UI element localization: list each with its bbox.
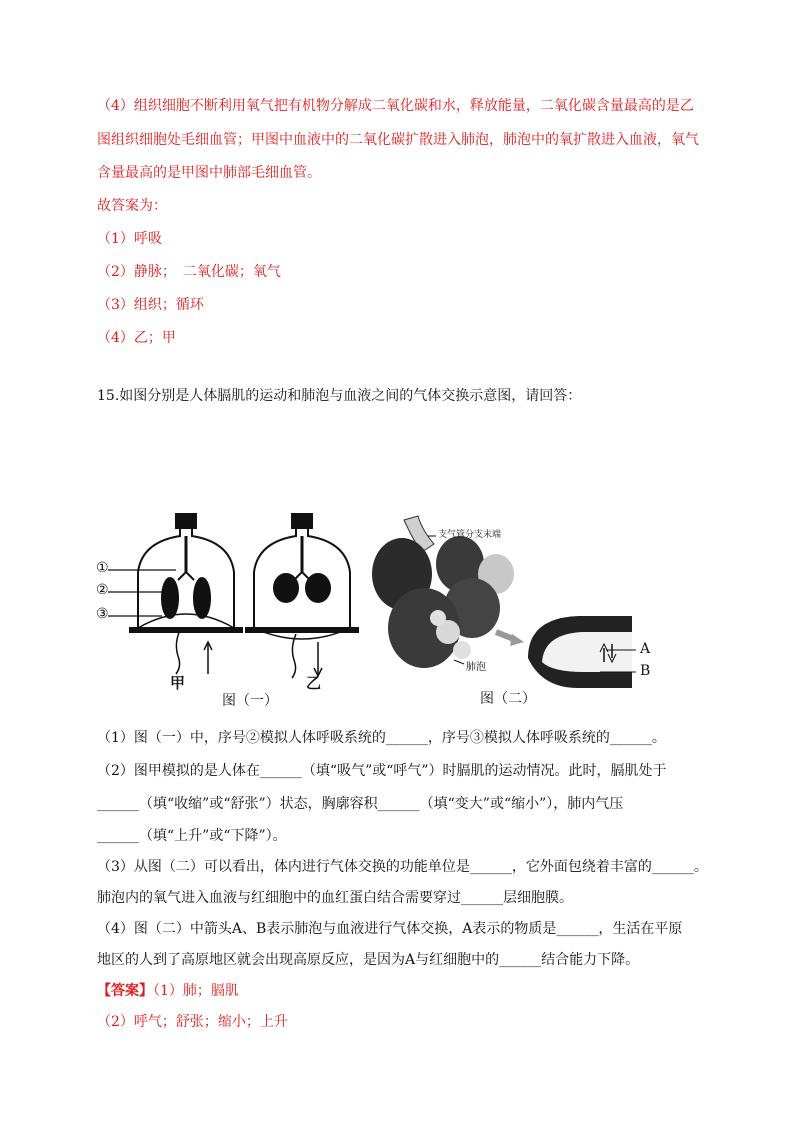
- arrow-label-b: B: [640, 663, 651, 679]
- answer-item-4: （4）乙；甲: [97, 330, 176, 346]
- figure2-caption: 图（二）: [480, 691, 536, 707]
- answer-item-1: （1）呼吸: [97, 231, 162, 247]
- question-item-4-line1: （4）图（二）中箭头A、B表示肺泡与血液进行气体交换，A表示的物质是______，生活在平原: [97, 921, 683, 937]
- bell-jar-yi: [246, 514, 358, 678]
- answer-item-3: （3）组织；循环: [97, 297, 204, 313]
- jar-label-yi: 乙: [306, 674, 322, 692]
- question-item-2-line3: ______（填“上升”或“下降”）。: [97, 828, 287, 844]
- conclusion-label: 故答案为：: [97, 198, 167, 214]
- answer-tag: 【答案】: [97, 983, 153, 999]
- bell-jar-jia: [130, 514, 242, 674]
- explanation-line-1: （4）组织细胞不断利用氧气把有机物分解成二氧化碳和水，释放能量，二氧化碳含量最高的是乙: [97, 98, 694, 114]
- jar-label-jia: 甲: [170, 674, 186, 692]
- question-item-3-line1: （3）从图（二）可以看出，体内进行气体交换的功能单位是______，它外面包绕着丰富的______。: [97, 859, 708, 875]
- alveoli-illustration: [372, 516, 636, 688]
- answer-item-2: （2）静脉； 二氧化碳；氧气: [97, 264, 281, 280]
- question-item-2-line2: ______（填“收缩”或“舒张”）状态，胸廓容积______（填“变大”或“缩小”），肺内气压: [97, 796, 624, 812]
- answer-first: （1）肺；膈肌: [153, 983, 239, 999]
- bronchus-label: 支气管分支末端: [438, 530, 502, 540]
- explanation-line-3: 含量最高的是甲图中肺部毛细血管。: [97, 165, 321, 181]
- figure1-caption: 图（一）: [222, 693, 278, 709]
- answer-line-2: （2）呼气；舒张；缩小；上升: [97, 1014, 288, 1030]
- question-figure: [92, 512, 712, 712]
- marker-1: ①: [96, 560, 109, 576]
- marker-2: ②: [96, 582, 109, 598]
- explanation-line-2: 图组织细胞处毛细血管；甲图中血液中的二氧化碳扩散进入肺泡，肺泡中的氧扩散进入血液，氧气: [97, 132, 699, 148]
- alveolus-label: 肺泡: [466, 662, 486, 673]
- question-item-4-line2: 地区的人到了高原地区就会出现高原反应，是因为A与红细胞中的______结合能力下降。: [97, 952, 640, 968]
- question-item-1: （1）图（一）中，序号②模拟人体呼吸系统的______，序号③模拟人体呼吸系统的______。: [97, 730, 666, 746]
- answer-line-1: [97, 981, 239, 1001]
- question-item-2-line1: （2）图甲模拟的是人体在______（填“吸气”或“呼气”）时膈肌的运动情况。此时，膈肌处于: [97, 763, 667, 779]
- marker-3: ③: [96, 606, 109, 622]
- question-stem: 15.如图分别是人体膈肌的运动和肺泡与血液之间的气体交换示意图，请回答：: [97, 388, 582, 404]
- arrow-label-a: A: [640, 641, 651, 657]
- question-item-3-line2: 肺泡内的氧气进入血液与红细胞中的血红蛋白结合需要穿过______层细胞膜。: [97, 890, 573, 906]
